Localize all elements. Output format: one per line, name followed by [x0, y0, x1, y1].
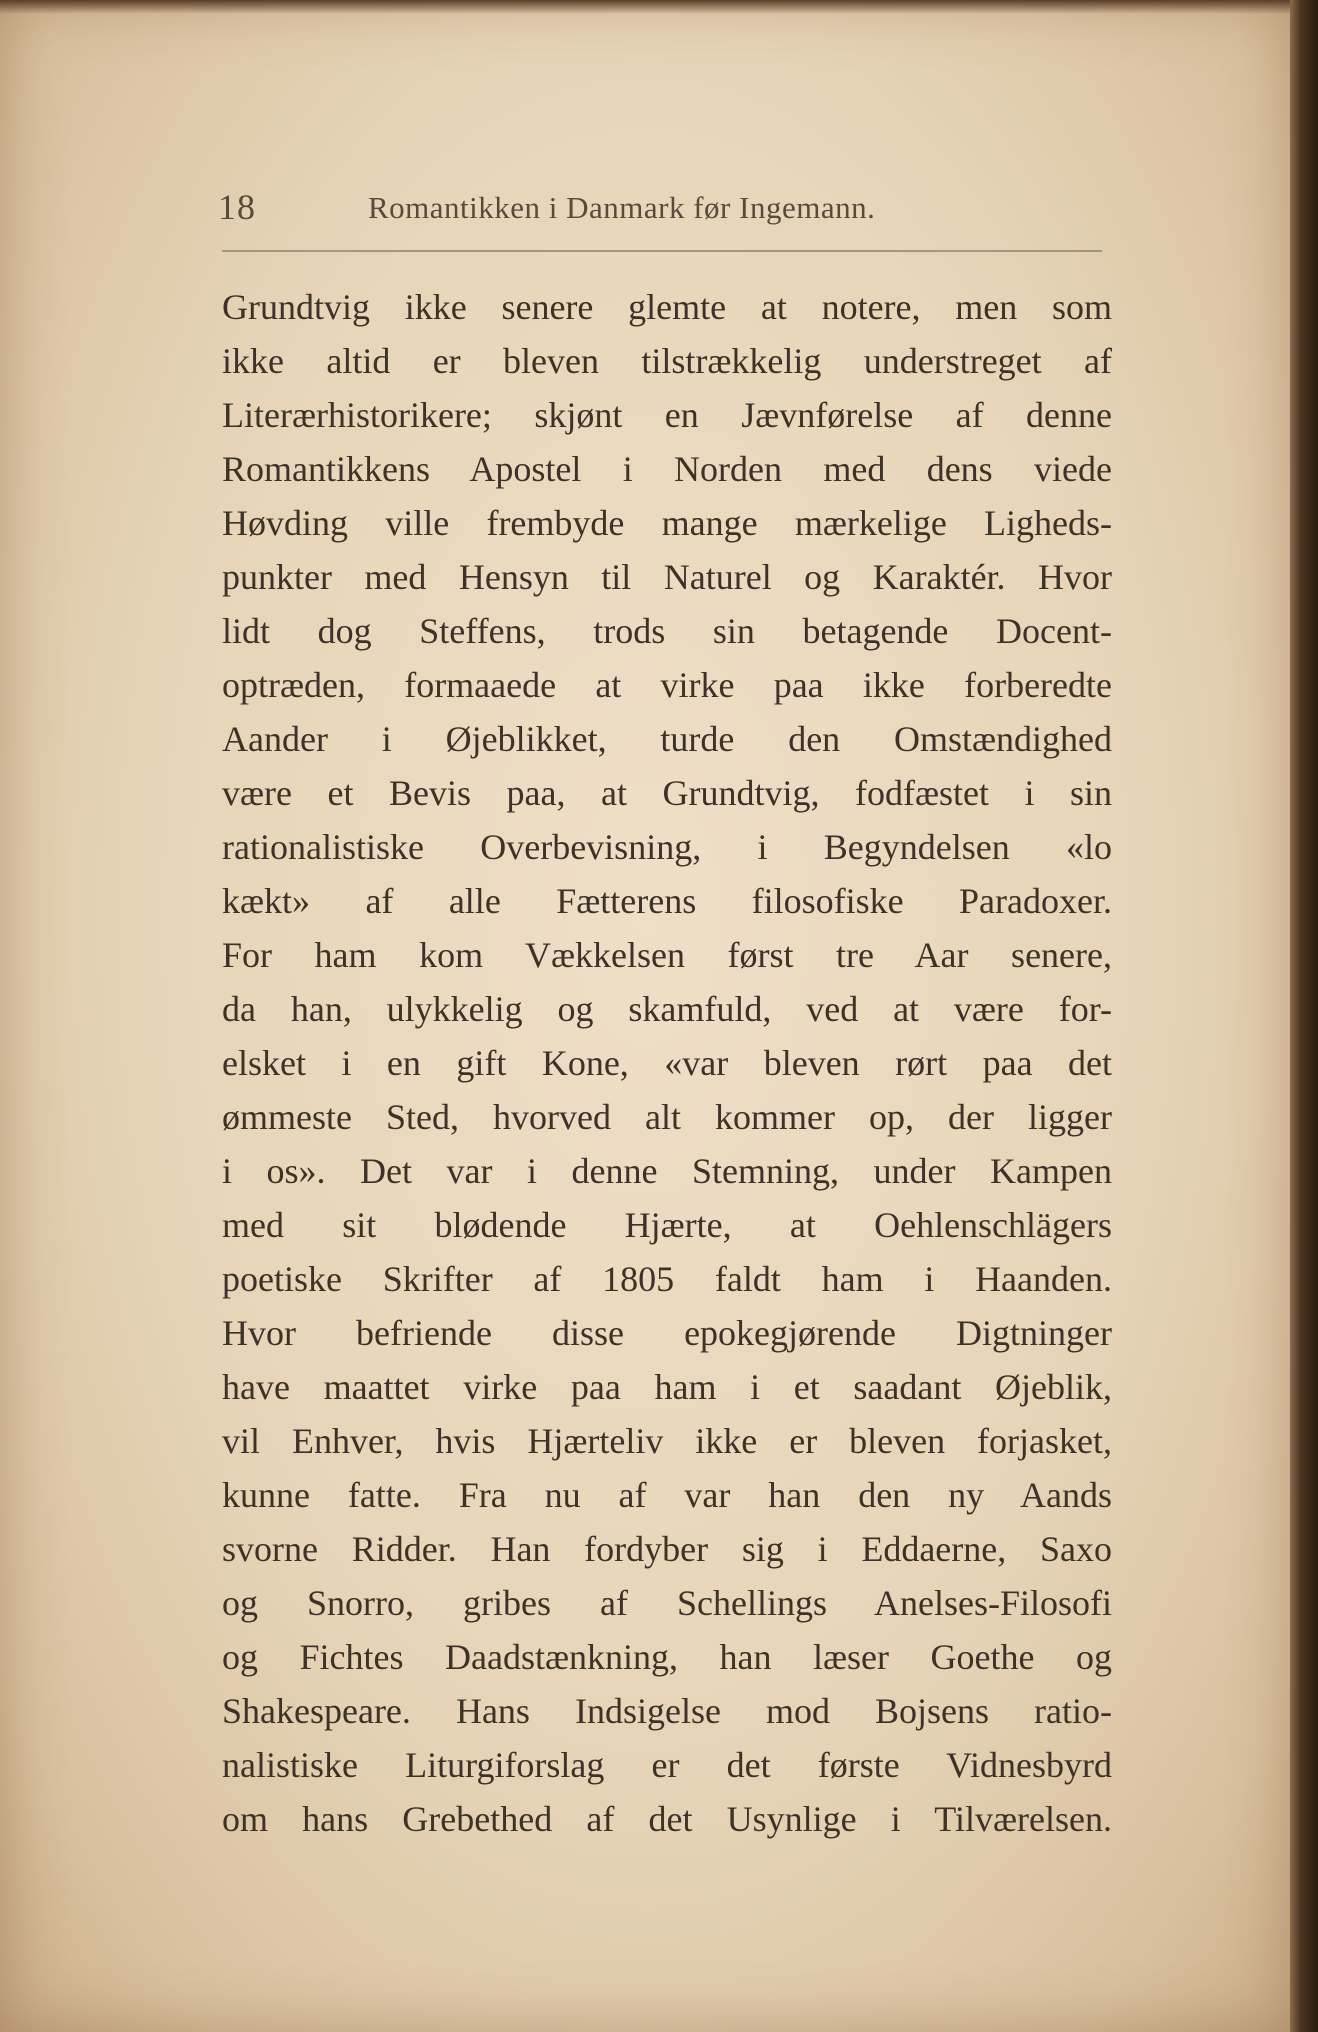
text-line: Aander i Øjeblikket, turde den Omstændighed	[222, 719, 1112, 759]
page-top-edge	[0, 0, 1318, 14]
text-line: rationalistiske Overbevisning, i Begyndelsen «lo	[222, 827, 1112, 867]
text-line: elsket i en gift Kone, «var bleven rørt paa det	[222, 1043, 1112, 1083]
text-line: Shakespeare. Hans Indsigelse mod Bojsens ratio-	[222, 1691, 1112, 1731]
text-line: være et Bevis paa, at Grundtvig, fodfæstet i sin	[222, 773, 1112, 813]
text-line: lidt dog Steffens, trods sin betagende Docent-	[222, 611, 1112, 651]
text-line: Grundtvig ikke senere glemte at notere, men som	[222, 287, 1112, 327]
body-text	[222, 280, 1112, 1846]
text-line: da han, ulykkelig og skamfuld, ved at være for-	[222, 989, 1112, 1029]
text-line: ikke altid er bleven tilstrækkelig understreget af	[222, 341, 1112, 381]
text-line: Høvding ville frembyde mange mærkelige Ligheds-	[222, 503, 1112, 543]
text-line: punkter med Hensyn til Naturel og Karaktér. Hvor	[222, 557, 1112, 597]
page-number: 18	[218, 187, 256, 227]
text-line: svorne Ridder. Han fordyber sig i Eddaerne, Saxo	[222, 1529, 1112, 1569]
text-line: Romantikkens Apostel i Norden med dens viede	[222, 449, 1112, 489]
text-line: poetiske Skrifter af 1805 faldt ham i Haanden.	[222, 1259, 1112, 1299]
text-line: og Fichtes Daadstænkning, han læser Goethe og	[222, 1637, 1112, 1677]
text-line: have maattet virke paa ham i et saadant Øjeblik,	[222, 1367, 1112, 1407]
book-spine-edge	[1290, 0, 1318, 2032]
text-line: i os». Det var i denne Stemning, under Kampen	[222, 1151, 1112, 1191]
text-line: Literærhistorikere; skjønt en Jævnførelse af denne	[222, 395, 1112, 435]
text-line: Hvor befriende disse epokegjørende Digtninger	[222, 1313, 1112, 1353]
running-head	[218, 186, 1108, 234]
text-line: og Snorro, gribes af Schellings Anelses-Filosofi	[222, 1583, 1112, 1623]
text-line: For ham kom Vækkelsen først tre Aar senere,	[222, 935, 1112, 975]
text-line: nalistiske Liturgiforslag er det første Vidnesbyrd	[222, 1745, 1112, 1785]
running-head-title: Romantikken i Danmark før Ingemann.	[368, 190, 876, 225]
header-rule	[222, 250, 1102, 252]
text-line: kunne fatte. Fra nu af var han den ny Aands	[222, 1475, 1112, 1515]
text-line: med sit blødende Hjærte, at Oehlenschlägers	[222, 1205, 1112, 1245]
text-line: kækt» af alle Fætterens filosofiske Paradoxer.	[222, 881, 1112, 921]
text-line: om hans Grebethed af det Usynlige i Tilværelsen.	[222, 1799, 1112, 1839]
text-line: optræden, formaaede at virke paa ikke forberedte	[222, 665, 1112, 705]
text-line: ømmeste Sted, hvorved alt kommer op, der ligger	[222, 1097, 1112, 1137]
text-line: vil Enhver, hvis Hjærteliv ikke er bleven forjasket,	[222, 1421, 1112, 1461]
